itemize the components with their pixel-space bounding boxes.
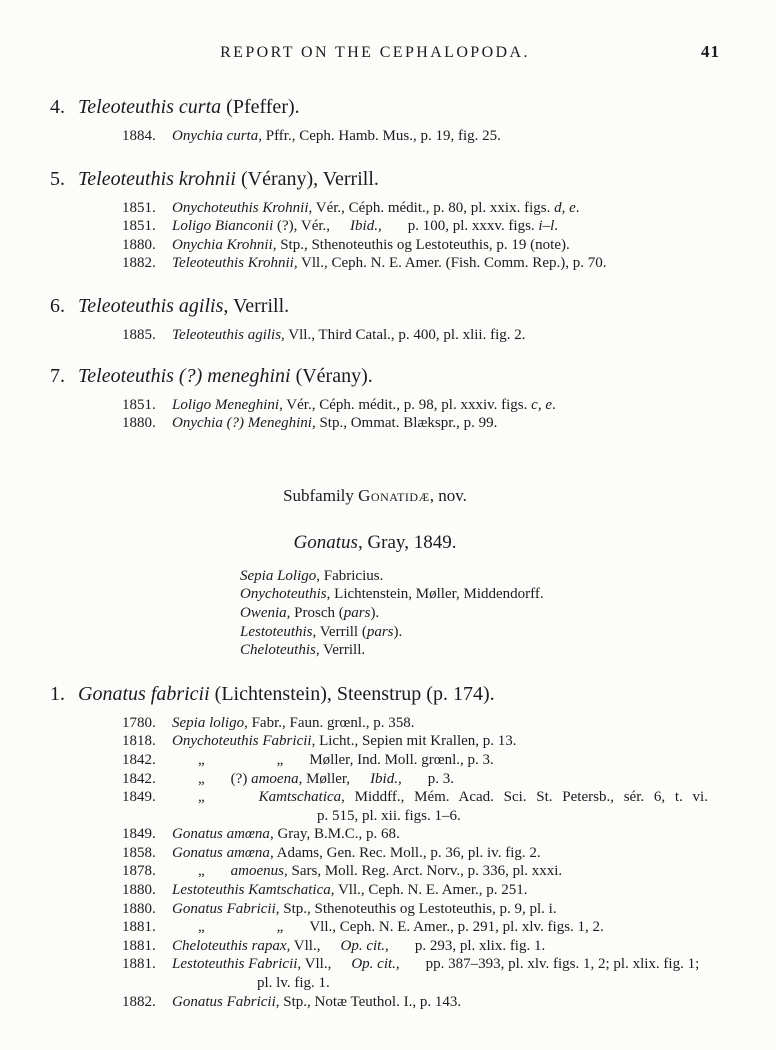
reference-text	[172, 397, 556, 413]
reference-line	[122, 900, 776, 919]
synonym-item	[240, 641, 776, 660]
text-segment: , Vll., Third Catal., p. 400, pl. xlii. fig. 2.	[281, 326, 526, 343]
text-segment: Kamtschatica	[258, 789, 342, 806]
text-segment: , Stp., Sthenoteuthis og Lestoteuthis, p. 9, pl. i.	[275, 900, 557, 917]
species-heading	[0, 364, 776, 389]
reference-line	[122, 844, 776, 863]
reference-line	[122, 862, 776, 881]
reference-list	[0, 326, 776, 345]
text-segment: Vll., Ceph. N. E. Amer., p. 291, pl. xlv. figs. 1, 2.	[309, 919, 604, 936]
reference-text	[172, 733, 517, 749]
text-segment: (?), Vér.,	[273, 218, 331, 235]
text-segment: , Middff., Mém. Acad. Sci. St. Petersb., sér. 6, t. vi.	[341, 789, 708, 806]
text-segment: Teleoteuthis agilis	[172, 326, 282, 343]
entry-number: 7.	[50, 364, 65, 387]
reference-line	[122, 199, 776, 218]
synonym-item	[240, 604, 776, 623]
reference-text	[172, 994, 461, 1010]
text-segment: Onychia (?) Meneghini	[172, 415, 312, 432]
text-segment: „	[198, 863, 205, 880]
text-segment: , Gray, B.M.C., p. 68.	[269, 826, 400, 843]
reference-year: 1882.	[122, 255, 156, 272]
text-segment: , Vér., Céph. médit., p. 80, pl. xxix. figs.	[308, 199, 555, 216]
species-heading	[0, 167, 776, 192]
reference-line	[122, 881, 776, 900]
synonym-list	[0, 567, 776, 660]
reference-line	[122, 254, 776, 273]
reference-year: 1842.	[122, 770, 156, 787]
species-name	[78, 295, 289, 317]
reference-year: 1851.	[122, 396, 156, 413]
reference-year: 1842.	[122, 751, 156, 768]
text-segment: , Vll.,	[286, 937, 321, 954]
text-segment: , Verrill.	[315, 642, 366, 659]
text-segment: .	[575, 199, 580, 216]
reference-line	[122, 993, 776, 1012]
text-segment: , Lichtenstein, Møller, Middendorff.	[326, 586, 544, 603]
reference-line	[122, 918, 776, 937]
reference-year: 1858.	[122, 844, 156, 861]
text-segment: , Vll., Ceph. N. E. Amer. (Fish. Comm. Rep.), p. 70.	[293, 255, 607, 272]
reference-text	[172, 415, 497, 431]
text-segment: Lestoteuthis Kamtschatica	[172, 882, 331, 899]
reference-line	[122, 732, 776, 751]
text-segment: Cheloteuthis rapax	[172, 937, 287, 954]
text-segment: Teleoteuthis (?) meneghini	[78, 364, 291, 387]
text-segment: amoena	[251, 770, 299, 787]
reference-year: 1851.	[122, 199, 156, 216]
reference-line	[122, 414, 776, 433]
text-segment: Gonatus Fabricii	[172, 900, 276, 917]
subfamily-name: Gonatidæ	[358, 485, 430, 505]
text-segment: , Prosch (	[286, 604, 344, 621]
text-segment: Lestoteuthis Fabricii	[172, 956, 298, 973]
species-entry	[0, 95, 776, 146]
continuation-line: pl. lv. fig. 1.	[257, 975, 330, 992]
species-name	[78, 96, 300, 118]
reference-line	[122, 770, 776, 789]
text-segment: .	[554, 218, 559, 235]
text-segment: Cheloteuthis	[240, 642, 316, 659]
text-segment: , Stp., Sthenoteuthis og Lestoteuthis, p. 19 (note).	[272, 236, 570, 253]
text-segment: Op. cit.,	[340, 937, 389, 954]
text-segment: „	[198, 919, 205, 936]
text-segment: Teleoteuthis krohnii	[78, 167, 236, 190]
text-segment: Møller, Ind. Moll. grœnl., p. 3.	[309, 751, 494, 768]
synonym-item	[240, 623, 776, 642]
text-segment: , Licht., Sepien mit Krallen, p. 13.	[311, 733, 517, 750]
text-segment: Gonatus fabricii	[78, 682, 210, 705]
reference-year: 1880.	[122, 882, 156, 899]
species-entry	[0, 682, 776, 1012]
reference-list	[0, 714, 776, 1012]
text-segment: „	[198, 789, 205, 806]
text-segment: Owenia	[240, 604, 287, 621]
reference-text	[172, 845, 541, 861]
reference-year: 1881.	[122, 937, 156, 954]
reference-line	[122, 751, 776, 770]
text-segment: Ibid.,	[350, 218, 382, 235]
text-segment: , Stp., Notæ Teuthol. I., p. 143.	[275, 993, 462, 1010]
reference-year: 1882.	[122, 993, 156, 1010]
text-segment: , Pffr., Ceph. Hamb. Mus., p. 19, fig. 25.	[258, 128, 501, 144]
text-segment: ).	[370, 604, 380, 621]
text-segment: , Vll., Ceph. N. E. Amer., p. 251.	[330, 882, 528, 899]
text-segment: Sepia Loligo	[240, 567, 317, 584]
reference-text	[172, 938, 545, 954]
synonym-item	[240, 585, 776, 604]
text-segment: c, e	[531, 396, 552, 413]
text-segment: , Verrill (	[312, 623, 367, 640]
text-segment: , Fabricius.	[316, 567, 384, 584]
text-segment: Teleoteuthis Krohnii	[172, 255, 294, 272]
page-number: 41	[701, 42, 720, 61]
text-segment: „	[276, 751, 284, 768]
reference-text	[172, 752, 494, 768]
subfamily-heading	[0, 485, 750, 507]
reference-line	[122, 955, 776, 974]
species-name	[78, 683, 495, 705]
reference-year: 1880.	[122, 900, 156, 917]
text-segment: , Vll.,	[297, 956, 332, 973]
reference-text	[172, 771, 454, 787]
reference-year: 1849.	[122, 826, 156, 843]
reference-text	[172, 128, 501, 144]
text-segment: , Fabr., Faun. grœnl., p. 358.	[244, 714, 415, 731]
reference-text	[172, 255, 606, 271]
reference-text	[172, 826, 400, 842]
text-segment: „	[198, 751, 205, 768]
reference-line	[122, 825, 776, 844]
text-segment: (Lichtenstein), Steenstrup (p. 174).	[209, 682, 495, 705]
reference-line	[122, 714, 776, 733]
text-segment: Onychoteuthis Fabricii	[172, 733, 312, 750]
species-heading	[0, 294, 776, 319]
reference-text	[172, 327, 526, 343]
reference-year: 1884.	[122, 128, 156, 144]
species-entry	[0, 294, 776, 345]
reference-list	[0, 199, 776, 273]
reference-text	[172, 901, 557, 917]
text-segment: Gonatus Fabricii	[172, 993, 276, 1010]
text-segment: Loligo Meneghini	[172, 396, 280, 413]
text-segment: , Adams, Gen. Rec. Moll., p. 36, pl. iv. fig. 2.	[269, 844, 541, 861]
text-segment: , Verrill.	[223, 294, 290, 317]
genus-heading	[0, 531, 750, 555]
text-segment: (?)	[230, 770, 252, 787]
entry-number: 4.	[50, 96, 65, 118]
reference-year: 1851.	[122, 218, 156, 235]
text-segment: , Vér., Céph. médit., p. 98, pl. xxxiv. figs.	[279, 396, 532, 413]
reference-year: 1880.	[122, 236, 156, 253]
text-segment: Ibid.,	[370, 770, 402, 787]
reference-year: 1878.	[122, 863, 156, 880]
text-segment: Onychia Krohnii	[172, 236, 273, 253]
reference-line	[122, 127, 776, 146]
text-segment: Op. cit.,	[351, 956, 400, 973]
species-name	[78, 168, 379, 190]
reference-list	[0, 396, 776, 433]
genus-name: Gonatus	[293, 531, 358, 553]
species-entry	[0, 364, 776, 433]
text-segment: „	[276, 919, 284, 936]
main-species-entry	[0, 682, 776, 1012]
entry-number: 5.	[50, 167, 65, 190]
species-heading	[0, 95, 776, 120]
reference-text	[172, 218, 558, 234]
running-head-title: REPORT ON THE CEPHALOPODA.	[220, 44, 530, 61]
reference-text	[172, 882, 528, 898]
text-segment: „	[198, 770, 205, 787]
text-segment: p. 3.	[427, 770, 454, 787]
text-segment: .	[551, 396, 556, 413]
entry-number: 6.	[50, 294, 65, 317]
text-segment: p. 293, pl. xlix. fig. 1.	[414, 937, 546, 954]
reference-text	[172, 715, 415, 731]
text-segment: Sepia loligo	[172, 714, 245, 731]
subfamily-suffix: , nov.	[429, 485, 467, 505]
synonym-item	[240, 567, 776, 586]
species-entry-list	[0, 95, 776, 433]
reference-line	[122, 236, 776, 255]
text-segment: Lestoteuthis	[240, 623, 313, 640]
reference-text	[172, 789, 708, 805]
subfamily-prefix: Subfamily	[283, 485, 359, 505]
entry-number: 1.	[50, 682, 65, 705]
text-segment: amoenus	[230, 863, 284, 880]
reference-year: 1881.	[122, 956, 156, 973]
text-segment: Teleoteuthis agilis	[78, 294, 224, 317]
text-segment: pp. 387–393, pl. xlv. figs. 1, 2; pl. xlix. fig. 1;	[425, 956, 700, 973]
species-name	[78, 365, 373, 387]
text-segment: Gonatus amœna	[172, 844, 270, 861]
species-heading	[0, 682, 776, 707]
text-segment: d, e	[554, 199, 576, 216]
reference-year: 1849.	[122, 789, 156, 806]
text-segment: (Pfeffer).	[221, 96, 300, 118]
reference-year: 1880.	[122, 415, 156, 432]
reference-year: 1818.	[122, 733, 156, 750]
reference-year: 1881.	[122, 919, 156, 936]
text-segment: pars	[343, 604, 371, 621]
continuation-line: p. 515, pl. xii. figs. 1–6.	[317, 807, 461, 824]
text-segment: , Møller,	[298, 770, 351, 787]
text-segment: , Sars, Moll. Reg. Arct. Norv., p. 336, pl. xxxi.	[284, 863, 563, 880]
text-segment: Onychia curta	[172, 128, 259, 144]
reference-line	[122, 396, 776, 415]
text-segment: i–l	[538, 218, 555, 235]
text-segment: Gonatus amœna	[172, 826, 270, 843]
reference-line	[122, 788, 776, 807]
reference-line	[122, 217, 776, 236]
text-segment: pars	[366, 623, 394, 640]
text-segment: (Vérany).	[290, 364, 373, 387]
reference-text	[172, 863, 562, 879]
page-header	[0, 0, 776, 66]
species-entry	[0, 167, 776, 273]
reference-year: 1780.	[122, 714, 156, 731]
reference-text	[172, 919, 604, 935]
text-segment: Onychoteuthis Krohnii	[172, 199, 309, 216]
reference-list	[0, 127, 776, 146]
text-segment: Onychoteuthis	[240, 586, 327, 603]
text-segment: Loligo Bianconii	[172, 218, 274, 235]
text-segment: ).	[393, 623, 403, 640]
reference-text	[172, 237, 570, 253]
reference-text	[172, 956, 699, 972]
reference-line	[122, 326, 776, 345]
text-segment: p. 100, pl. xxxv. figs.	[407, 218, 539, 235]
reference-text	[172, 200, 580, 216]
text-segment: , Stp., Ommat. Blækspr., p. 99.	[311, 415, 498, 432]
text-segment: (Vérany), Verrill.	[235, 167, 379, 190]
reference-year: 1885.	[122, 326, 156, 343]
reference-line	[122, 937, 776, 956]
text-segment: Teleoteuthis curta	[78, 96, 222, 118]
genus-suffix: , Gray, 1849.	[357, 531, 457, 553]
